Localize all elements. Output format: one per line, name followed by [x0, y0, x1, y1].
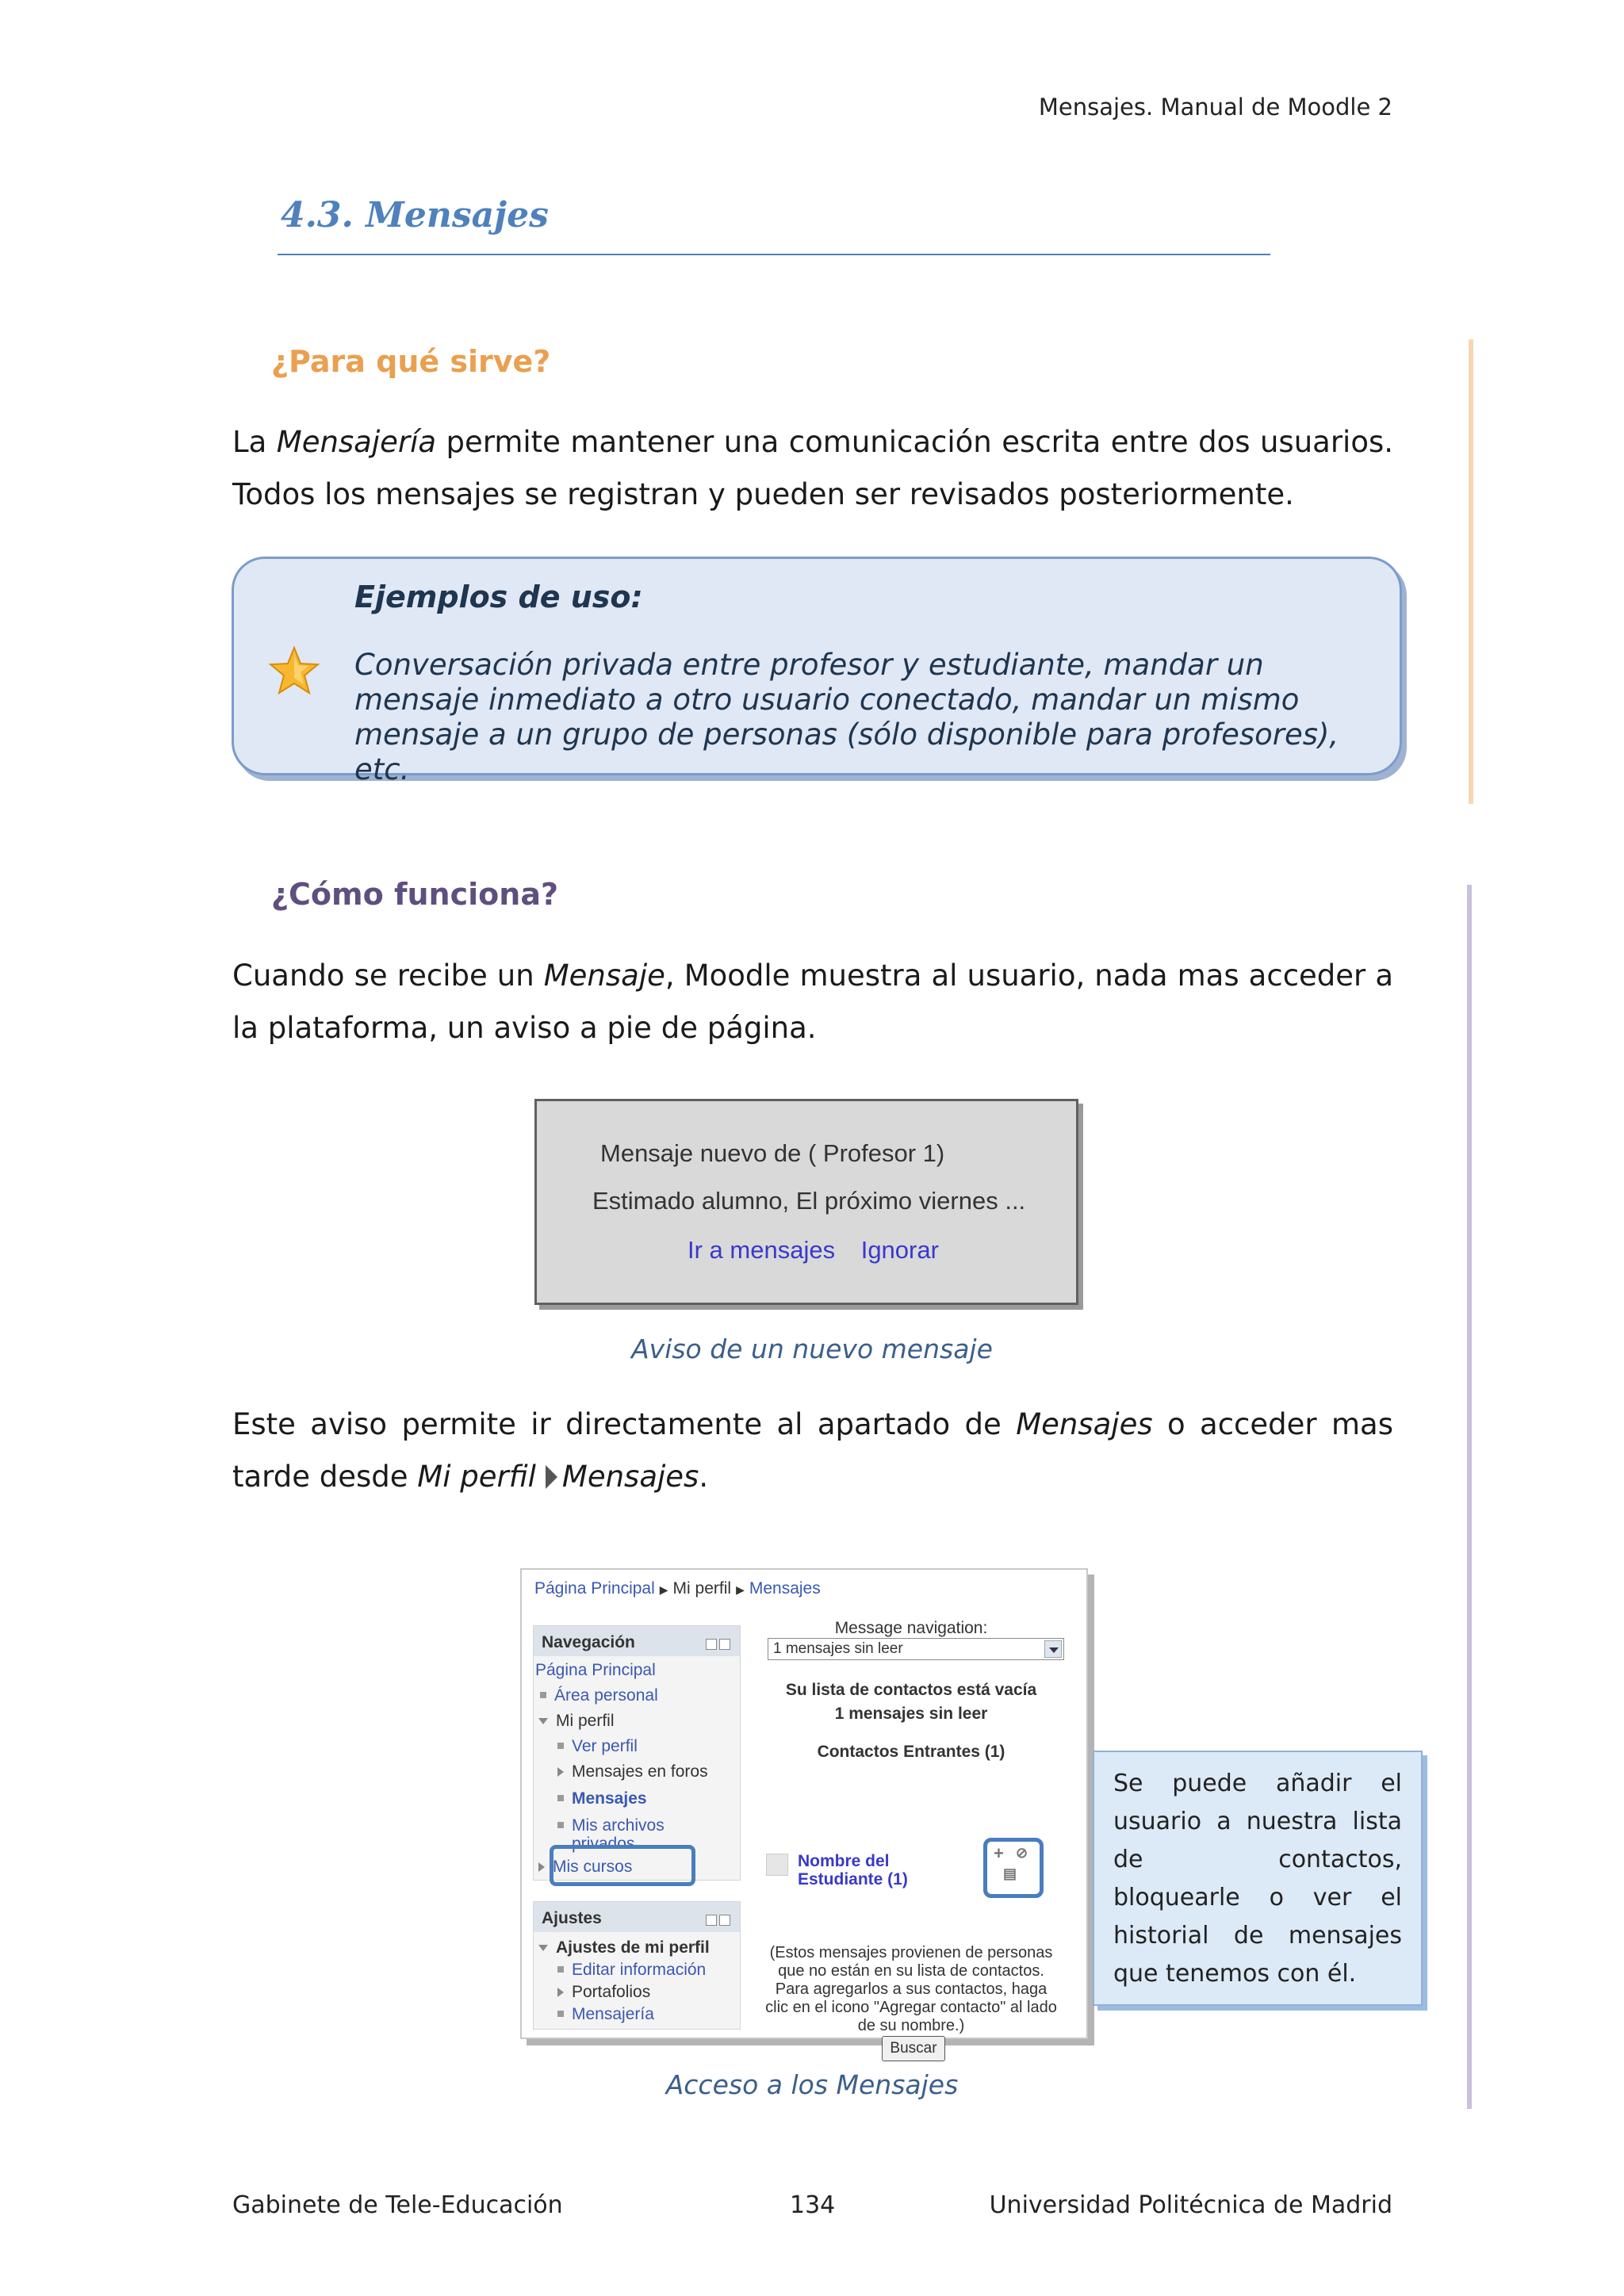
nav-item-view-profile[interactable]: Ver perfil: [557, 1737, 638, 1756]
page-number: 134: [790, 2191, 836, 2219]
settings-item-edit-info[interactable]: Editar información: [557, 1961, 706, 1980]
message-navigation-label: Message navigation:: [834, 1619, 988, 1637]
title-rule: [278, 254, 1270, 255]
nav-item-private-files[interactable]: Mis archivos privados: [557, 1816, 692, 1853]
contact-options-callout: Se puede añadir el usuario a nuestra lista de contactos, bloquearle o ver el historial de mensajes que tenemos con él.: [1093, 1751, 1423, 2006]
ignore-link[interactable]: Ignorar: [860, 1236, 939, 1264]
examples-text: Conversación privada entre profesor y estudiante, mandar un mensaje inmediato a otro usuario conectado, mandar un mismo mensaje a un grupo de personas (sólo disponible para profesores), etc.: [354, 648, 1339, 786]
side-accent-bar: [1469, 339, 1473, 804]
star-icon: [269, 645, 320, 695]
settings-block: [533, 1901, 741, 2030]
contact-link[interactable]: Nombre del Estudiante (1): [798, 1852, 908, 1888]
side-accent-bar: [1467, 885, 1472, 2109]
breadcrumb-separator-icon: ▶: [736, 1583, 745, 1596]
nav-item-messages[interactable]: Mensajes: [557, 1789, 647, 1808]
purpose-paragraph: La Mensajería permite mantener una comunicación escrita entre dos usuarios. Todos los mensajes se registran y pueden ser revisados posteriormente.: [232, 425, 1393, 511]
contact-actions-highlight: [983, 1838, 1044, 1898]
empty-contacts-text: Su lista de contactos está vacía: [785, 1681, 1037, 1699]
settings-item-profile-settings[interactable]: Ajustes de mi perfil: [538, 1938, 710, 1957]
breadcrumb-profile[interactable]: Mi perfil: [672, 1579, 732, 1598]
how-paragraph: Cuando se recibe un Mensaje, Moodle muestra al usuario, nada mas acceder a la plataforma, un aviso a pie de página.: [232, 959, 1393, 1045]
moodle-messages-screenshot: [520, 1568, 1088, 2057]
chevron-down-icon: [1044, 1640, 1062, 1658]
figure-caption: Aviso de un nuevo mensaje: [631, 1334, 993, 1364]
incoming-contacts-note: (Estos mensajes provienen de personas que no están en su lista de contactos. Para agregarlos a sus contactos, haga clic en el icono "Agregar contacto" al lado de su nombre.): [765, 1944, 1057, 2034]
settings-item-portfolios[interactable]: Portafolios: [557, 1983, 650, 2002]
breadcrumb-messages[interactable]: Mensajes: [749, 1579, 821, 1598]
navigation-block-title: Navegación: [542, 1633, 635, 1651]
nav-item-forum-posts[interactable]: Mensajes en foros: [557, 1762, 708, 1781]
access-paragraph: Este aviso permite ir directamente al apartado de Mensajes o acceder mas tarde desde Mi perfil Mensajes.: [232, 1407, 1393, 1494]
go-to-messages-link[interactable]: Ir a mensajes: [688, 1236, 836, 1264]
messages-highlight: [550, 1845, 695, 1886]
unread-count: 1 mensajes sin leer: [834, 1705, 988, 1723]
block-contact-icon[interactable]: ⊘: [1016, 1845, 1028, 1861]
add-contact-icon[interactable]: +: [994, 1843, 1004, 1863]
term-mensaje: Mensaje: [543, 959, 665, 993]
search-button[interactable]: Buscar: [882, 2036, 945, 2061]
settings-item-messaging[interactable]: Mensajería: [557, 2005, 654, 2024]
examples-box: [232, 557, 1402, 786]
incoming-contacts-heading: Contactos Entrantes (1): [817, 1743, 1005, 1761]
section-title: 4.3. Mensajes: [281, 195, 549, 235]
nav-item-my-courses[interactable]: Mis cursos: [538, 1858, 632, 1877]
avatar: [766, 1854, 788, 1876]
notification-sender: Mensaje nuevo de ( Profesor 1): [600, 1139, 945, 1167]
message-panel: [749, 1616, 1074, 2057]
purpose-heading: ¿Para qué sirve?: [271, 344, 551, 379]
navigation-block: [533, 1625, 741, 1881]
nav-item-my-profile[interactable]: Mi perfil: [538, 1712, 615, 1731]
examples-title: Ejemplos de uso:: [354, 580, 643, 614]
how-heading: ¿Cómo funciona?: [271, 877, 559, 912]
breadcrumb: [534, 1579, 821, 1598]
footer-left: Gabinete de Tele-Educación: [232, 2191, 563, 2219]
breadcrumb-home[interactable]: Página Principal: [534, 1579, 655, 1598]
block-controls-icon[interactable]: [703, 1911, 730, 1923]
settings-block-title: Ajustes: [542, 1909, 602, 1927]
footer-right: Universidad Politécnica de Madrid: [989, 2191, 1392, 2219]
block-controls-icon[interactable]: [703, 1636, 730, 1647]
message-history-icon[interactable]: ▤: [1003, 1866, 1017, 1881]
breadcrumb-separator-icon: ▶: [659, 1583, 668, 1596]
message-navigation-select[interactable]: 1 mensajes sin leer: [768, 1638, 1064, 1660]
notification-preview: Estimado alumno, El próximo viernes ...: [592, 1187, 1026, 1215]
arrow-right-icon: [546, 1465, 557, 1489]
nav-item-dashboard[interactable]: Área personal: [540, 1686, 658, 1705]
new-message-notification: [534, 1099, 1078, 1305]
running-header: Mensajes. Manual de Moodle 2: [1038, 94, 1392, 121]
figure-caption: Acceso a los Mensajes: [665, 2069, 959, 2100]
term-mensajeria: Mensajería: [276, 425, 437, 459]
nav-item-home[interactable]: Página Principal: [535, 1661, 656, 1679]
